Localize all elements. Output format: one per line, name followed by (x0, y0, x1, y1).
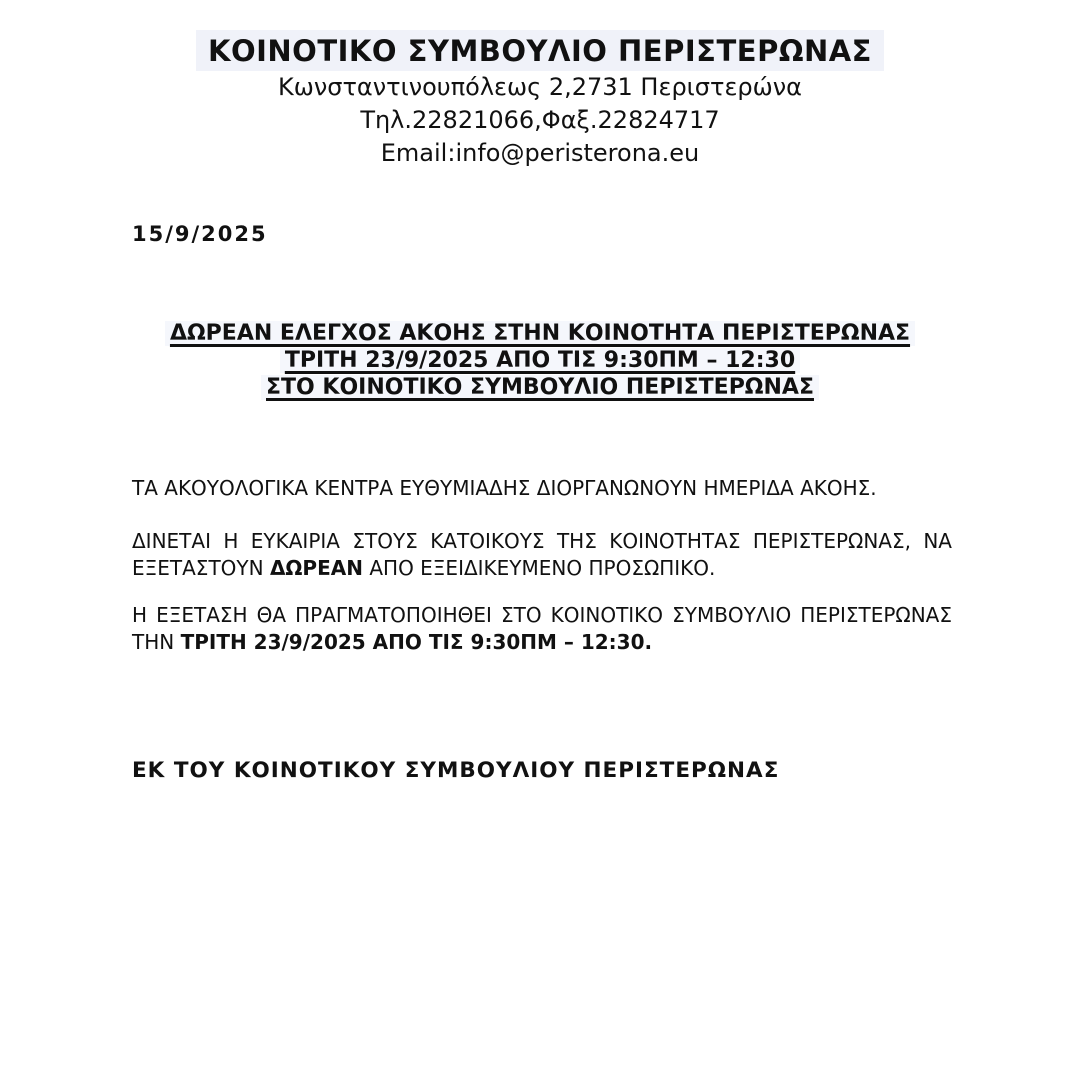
document-body (132, 475, 952, 656)
org-phone-fax: Τηλ.22821066,Φαξ.22824717 (360, 106, 720, 134)
document-date: 15/9/2025 (132, 222, 268, 246)
document-header (0, 30, 1080, 170)
body-paragraph-2 (132, 528, 952, 582)
body-paragraph-2-text-after: ΑΠΟ ΕΞΕΙΔΙΚΕΥΜΕΝΟ ΠΡΟΣΩΠΙΚΟ. (362, 556, 716, 580)
body-paragraph-3 (132, 602, 952, 656)
announcement-title-line2-text: ΤΡΙΤΗ 23/9/2025 ΑΠΟ ΤΙΣ 9:30ΠΜ – 12:30 (280, 348, 800, 373)
org-email: Email:info@peristerona.eu (380, 139, 700, 167)
body-paragraph-3-text-before: Η ΕΞΕΤΑΣΗ ΘΑ ΠΡΑΓΜΑΤΟΠΟΙΗΘΕΙ ΣΤΟ ΚΟΙΝΟΤΙΚΟ ΣΥΜΒΟΥΛΙΟ ΠΕΡΙΣΤΕΡΩΝΑΣ ΤΗΝ (132, 603, 952, 654)
body-paragraph-3-bold-datetime: ΤΡΙΤΗ 23/9/2025 ΑΠΟ ΤΙΣ 9:30ΠΜ – 12:30. (180, 630, 653, 654)
announcement-title (0, 320, 1080, 401)
footer-signature: ΕΚ ΤΟΥ ΚΟΙΝΟΤΙΚΟΥ ΣΥΜΒΟΥΛΙΟΥ ΠΕΡΙΣΤΕΡΩΝΑΣ (132, 758, 780, 783)
org-name: ΚΟΙΝΟΤΙΚΟ ΣΥΜΒΟΥΛΙΟ ΠΕΡΙΣΤΕΡΩΝΑΣ (196, 30, 884, 71)
announcement-title-line3 (0, 374, 1080, 401)
announcement-title-line1-text: ΔΩΡΕΑΝ ΕΛΕΓΧΟΣ ΑΚΟΗΣ ΣΤΗΝ ΚΟΙΝΟΤΗΤΑ ΠΕΡΙΣΤΕΡΩΝΑΣ (165, 321, 915, 346)
org-name-row (0, 30, 1080, 71)
body-paragraph-2-text-before: ΔΙΝΕΤΑΙ Η ΕΥΚΑΙΡΙΑ ΣΤΟΥΣ ΚΑΤΟΙΚΟΥΣ ΤΗΣ ΚΟΙΝΟΤΗΤΑΣ ΠΕΡΙΣΤΕΡΩΝΑΣ, ΝΑ ΕΞΕΤΑΣΤΟΥΝ (132, 529, 952, 580)
body-paragraph-1-text: ΤΑ ΑΚΟΥΟΛΟΓΙΚΑ ΚΕΝΤΡΑ ΕΥΘΥΜΙΑΔΗΣ ΔΙΟΡΓΑΝΩΝΟΥΝ ΗΜΕΡΙΔΑ ΑΚΟΗΣ. (132, 476, 877, 500)
announcement-title-line1 (0, 320, 1080, 347)
body-paragraph-2-bold-free: ΔΩΡΕΑΝ (269, 556, 363, 580)
body-paragraph-1 (132, 475, 952, 502)
announcement-title-line2 (0, 347, 1080, 374)
announcement-title-line3-text: ΣΤΟ ΚΟΙΝΟΤΙΚΟ ΣΥΜΒΟΥΛΙΟ ΠΕΡΙΣΤΕΡΩΝΑΣ (261, 375, 819, 400)
org-address: Κωνσταντινουπόλεως 2,2731 Περιστερώνα (278, 73, 802, 101)
